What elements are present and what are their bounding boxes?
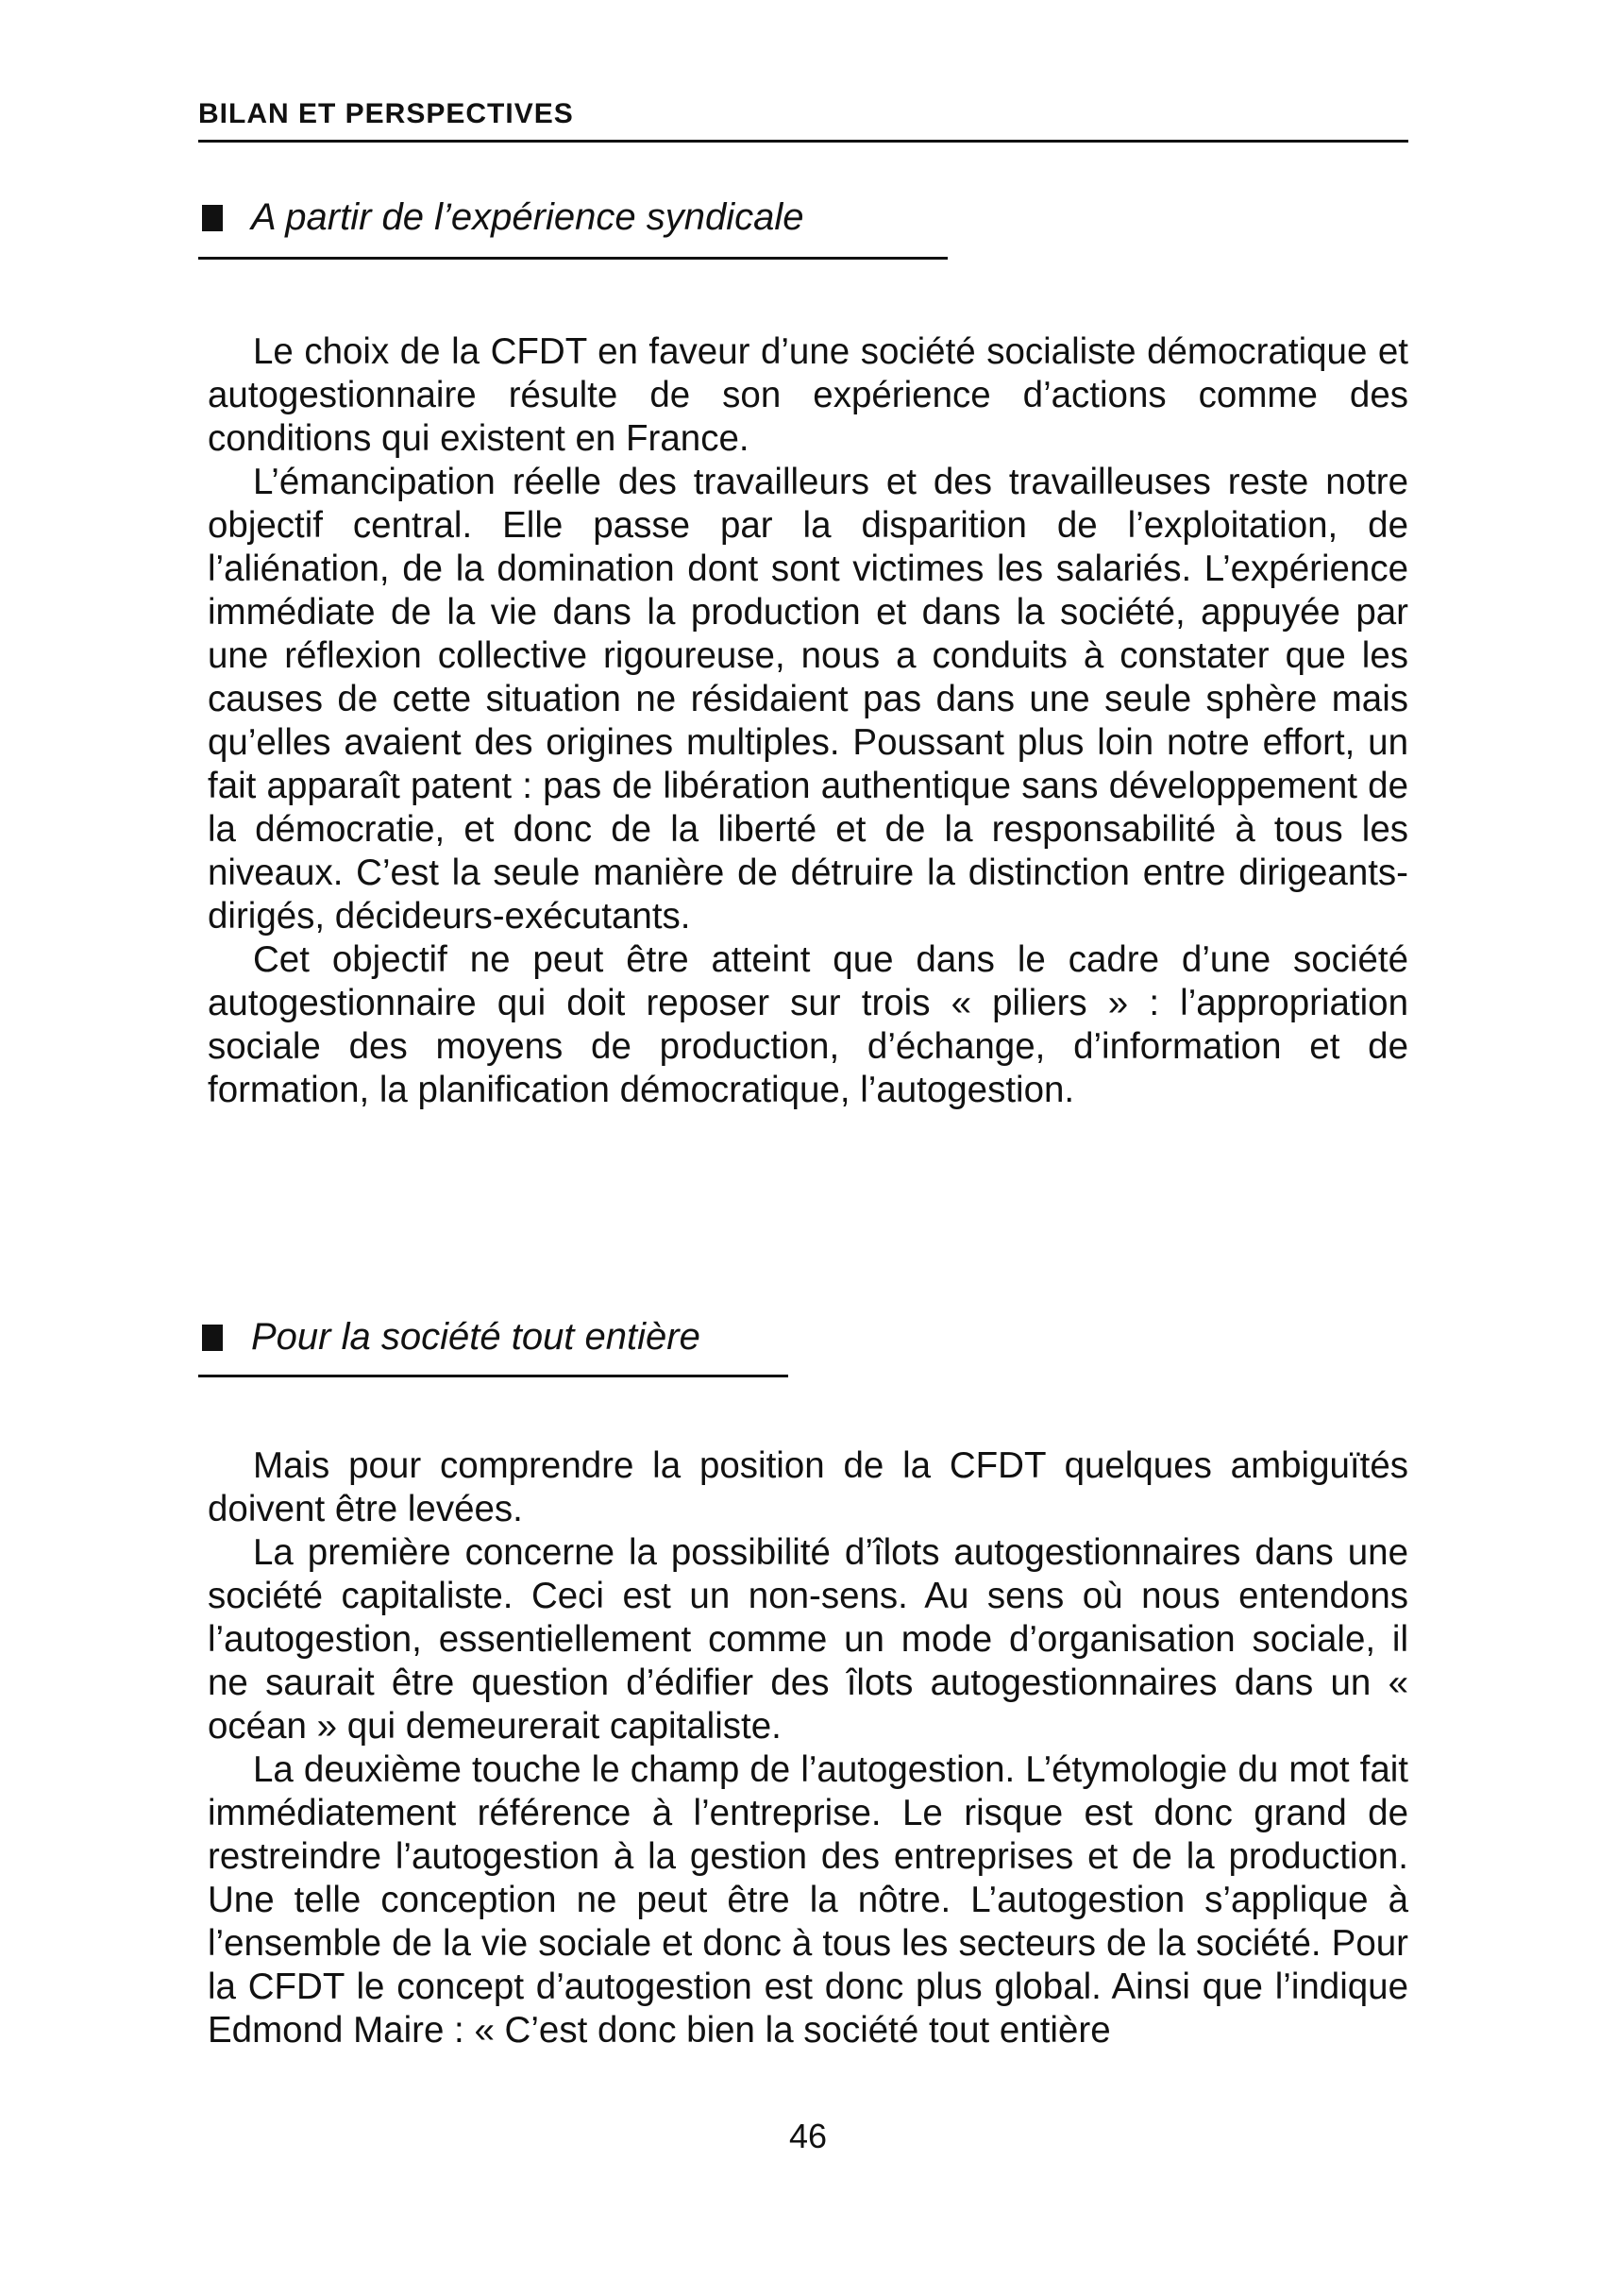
section-heading-rule (198, 257, 948, 260)
section-body-experience (208, 330, 1408, 1112)
paragraph: Le choix de la CFDT en faveur d’une société socialiste démocratique et autogestionnaire résulte de son expérience d’actions comme des conditions qui existent en France. (208, 331, 1408, 459)
running-head-rule (198, 140, 1408, 143)
section-heading-rule (198, 1375, 788, 1377)
square-bullet-icon (202, 1325, 223, 1351)
section-heading-societe (202, 1316, 700, 1359)
paragraph: Mais pour comprendre la position de la CFDT quelques ambiguïtés doivent être levées. (208, 1445, 1408, 1529)
section-heading-experience (202, 196, 804, 239)
paragraph: Cet objectif ne peut être atteint que dans le cadre d’une société autogestionnaire qui doit reposer sur trois « piliers » : l’appropriation sociale des moyens de production, d’échange, d’information et de formation, la planification démocratique, l’autogestion. (208, 939, 1408, 1110)
section-heading-text: A partir de l’expérience syndicale (251, 196, 804, 238)
paragraph: La deuxième touche le champ de l’autogestion. L’étymologie du mot fait immédiatement référence à l’entreprise. Le risque est donc grand de restreindre l’autogestion à la gestion des entreprises et de la production. Une telle conception ne peut être la nôtre. L’autogestion s’applique à l’ensemble de la vie sociale et donc à tous les secteurs de la société. Pour la CFDT le concept d’autogestion est donc plus global. Ainsi que l’indique Edmond Maire : « C’est donc bien la société tout entière (208, 1749, 1408, 2051)
section-heading-text: Pour la société tout entière (251, 1316, 700, 1358)
paragraph: La première concerne la possibilité d’îlots autogestionnaires dans une société capitaliste. Ceci est un non-sens. Au sens où nous entendons l’autogestion, essentiellement comme un mode d’organisation sociale, il ne saurait être question d’édifier des îlots autogestionnaires dans un « océan » qui demeurerait capitaliste. (208, 1532, 1408, 1747)
square-bullet-icon (202, 205, 223, 231)
running-head: BILAN ET PERSPECTIVES (198, 98, 574, 129)
paragraph: L’émancipation réelle des travailleurs et des travailleuses reste notre objectif central. Elle passe par la disparition de l’exploitation, de l’aliénation, de la domination dont sont victimes les salariés. L’expérience immédiate de la vie dans la production et dans la société, appuyée par une réflexion collective rigoureuse, nous a conduits à constater que les causes de cette situation ne résidaient pas dans une seule sphère mais qu’elles avaient des origines multiples. Poussant plus loin notre effort, un fait apparaît patent : pas de libération authentique sans développement de la démocratie, et donc de la liberté et de la responsabilité à tous les niveaux. C’est la seule manière de détruire la distinction entre dirigeants-dirigés, décideurs-exécutants. (208, 462, 1408, 937)
page-number: 46 (788, 2117, 828, 2155)
section-body-societe (208, 1444, 1408, 2052)
